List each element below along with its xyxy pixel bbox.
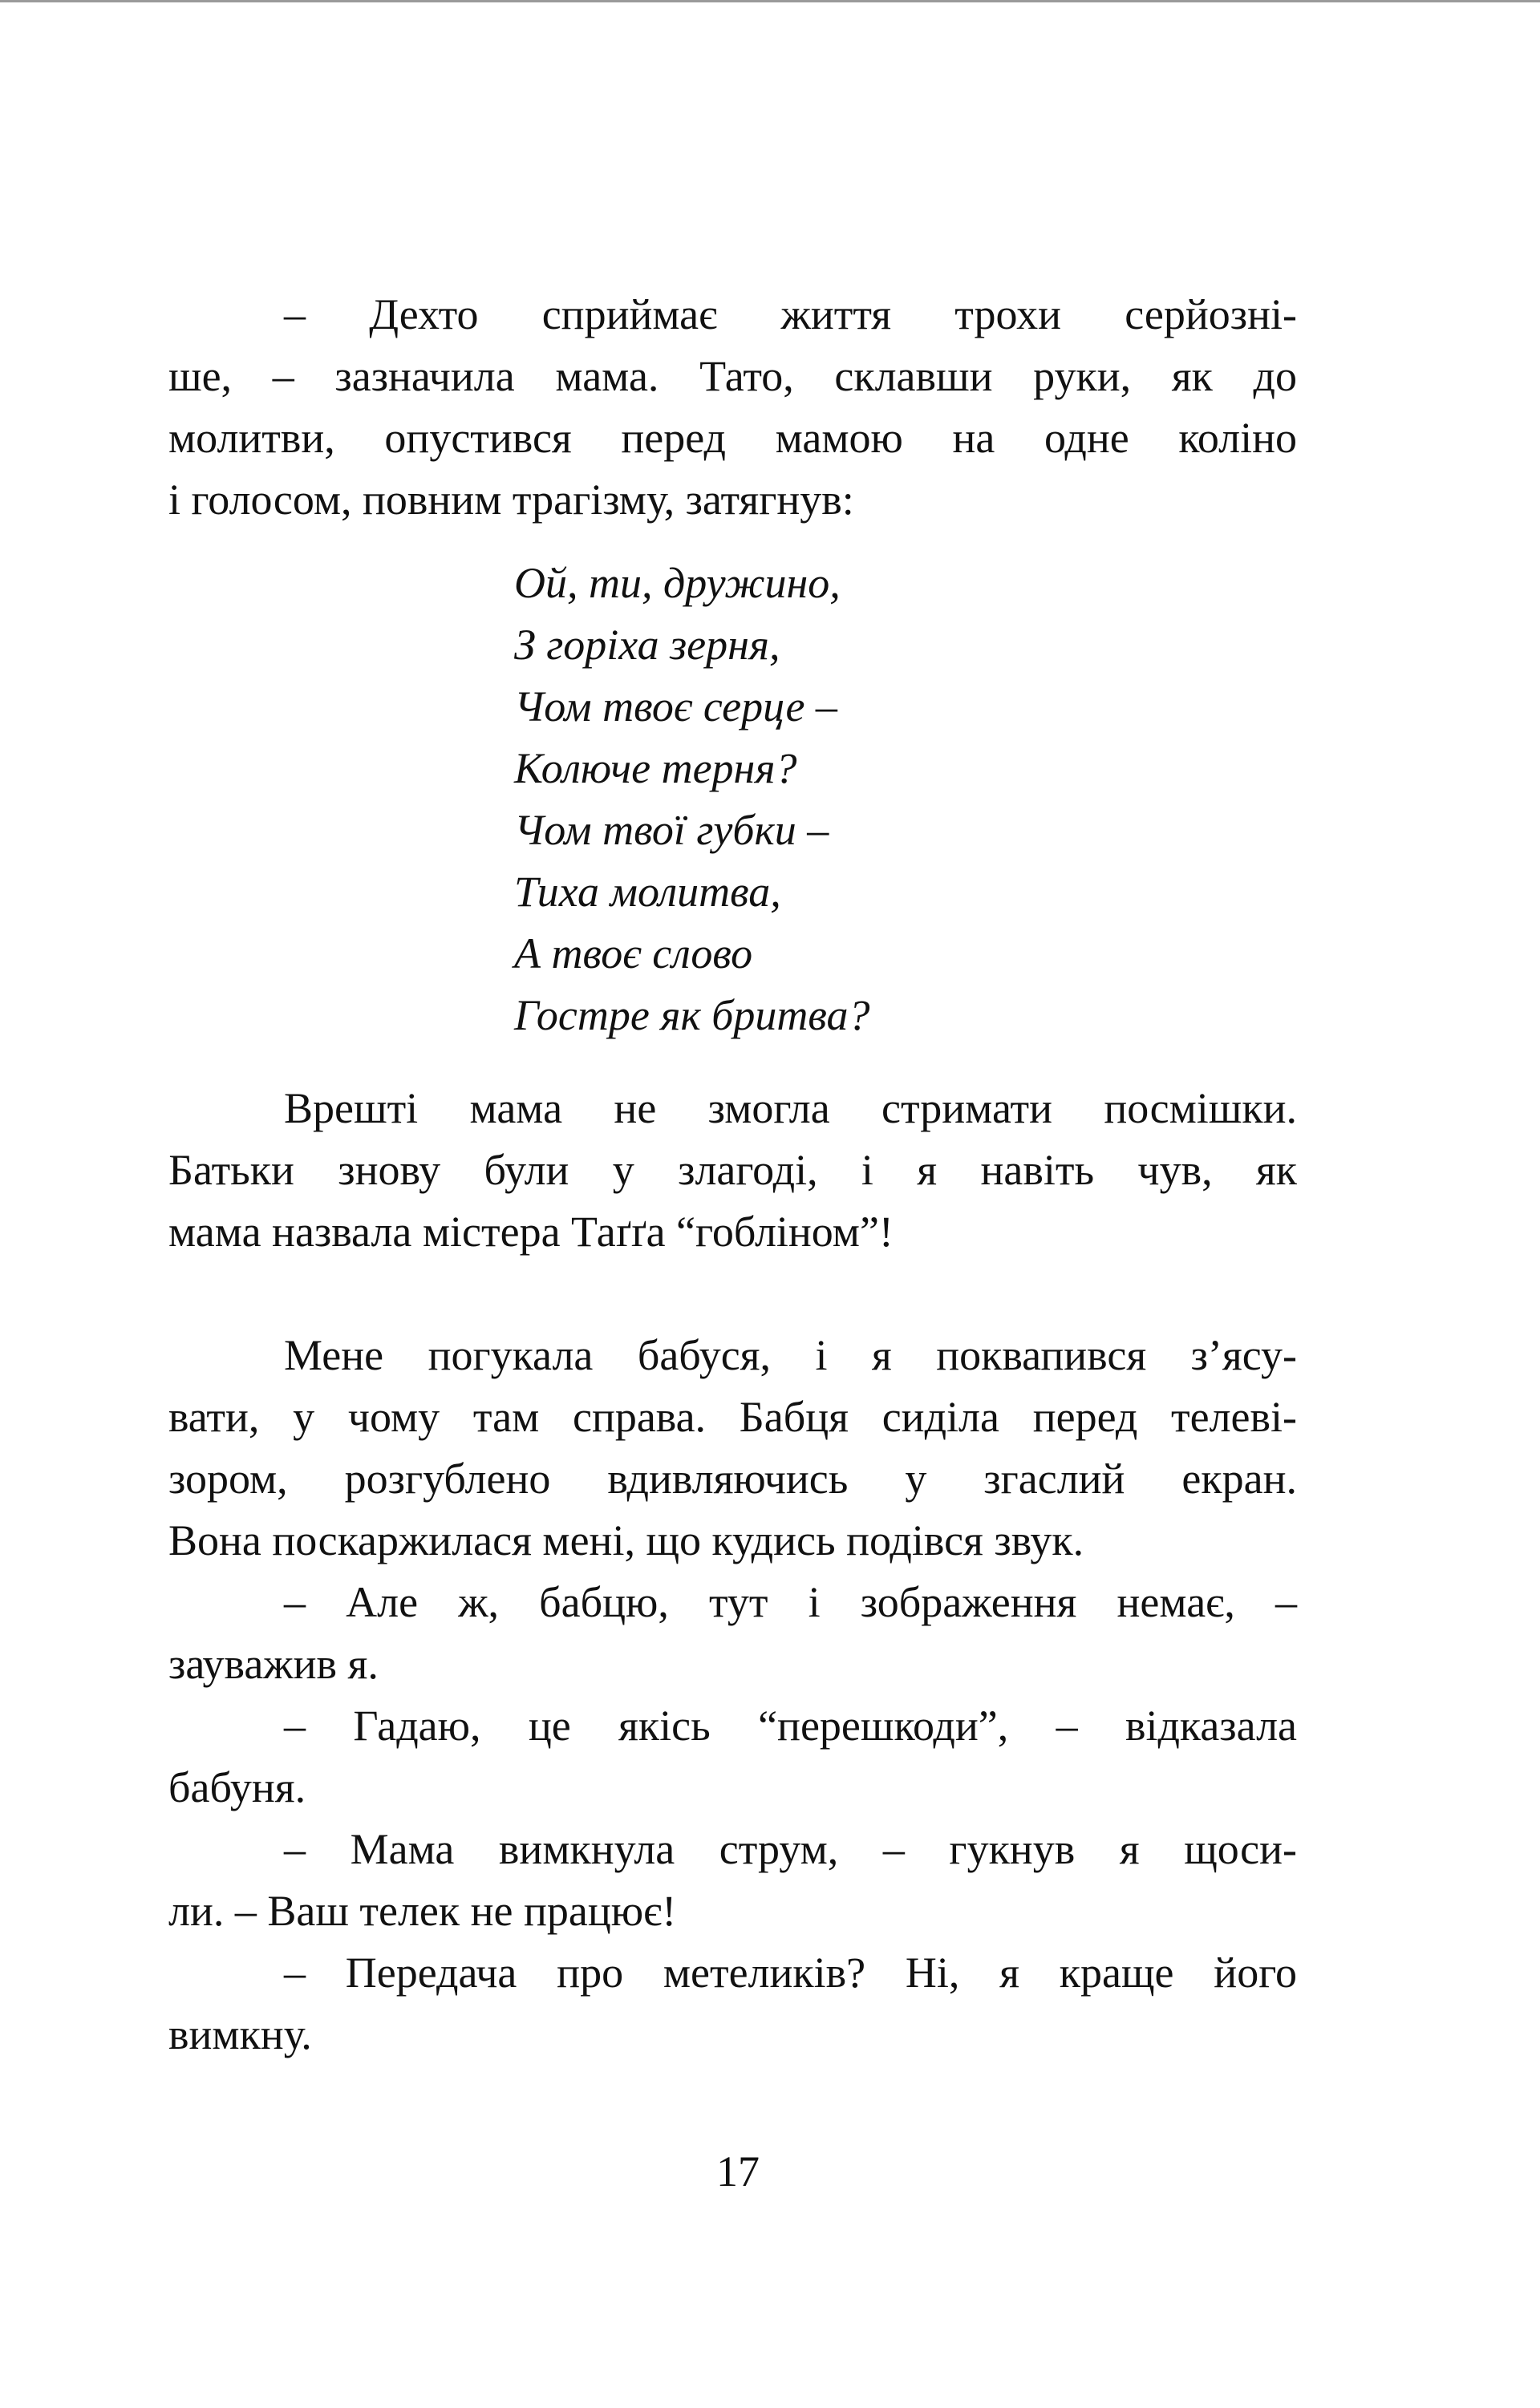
paragraph-opening [168,284,1297,531]
text-line: молитви, опустився перед мамою на одне коліно [168,414,1297,462]
text-line: і голосом, повним трагізму, затягнув: [168,476,854,524]
poem-line: А твоє слово [514,929,753,977]
text-line: Батьки знову були у злагоді, і я навіть чув, як [168,1146,1297,1194]
text-line: мама назвала містера Таґґа “гобліном”! [168,1208,894,1256]
poem-line: Гостре як бритва? [514,991,870,1039]
text-line: – Мама вимкнула струм, – гукнув я щоси- [284,1825,1297,1873]
page-number: 17 [716,2147,760,2196]
text-line: ли. – Ваш телек не працює! [168,1887,677,1935]
paragraph-bottom [168,1325,1297,2066]
text-line: вати, у чому там справа. Бабця сиділа перед телеві- [168,1393,1297,1441]
poem-verse [514,552,869,1046]
text-line: зауважив я. [168,1640,379,1688]
page-top-border [0,0,1540,2]
text-line: Вона поскаржилася мені, що кудись подівся звук. [168,1516,1084,1564]
poem-line: З горіха зерня, [514,621,780,669]
text-line: зором, розгублено вдивляючись у згаслий екран. [168,1455,1297,1503]
poem-line: Ой, ти, дружино, [514,559,841,607]
text-line: вимкну. [168,2010,312,2058]
text-line: Врешті мама не змогла стримати посмішки. [284,1084,1297,1132]
text-line: Мене погукала бабуся, і я поквапився з’ясу- [284,1331,1297,1379]
poem-line: Тиха молитва, [514,868,781,916]
paragraph-middle [168,1078,1297,1263]
text-line: – Але ж, бабцю, тут і зображення немає, – [284,1578,1297,1626]
text-line: – Дехто сприймає життя трохи серйозні- [284,290,1297,338]
text-line: – Передача про метеликів? Ні, я краще його [284,1949,1297,1997]
poem-line: Колюче терня? [514,744,797,792]
poem-line: Чом твоє серце – [514,682,837,730]
poem-line: Чом твої губки – [514,806,829,854]
text-line: бабуня. [168,1763,306,1811]
text-line: – Гадаю, це якісь “перешкоди”, – відказала [284,1702,1297,1750]
text-line: ше, – зазначила мама. Тато, склавши руки, як до [168,352,1297,400]
